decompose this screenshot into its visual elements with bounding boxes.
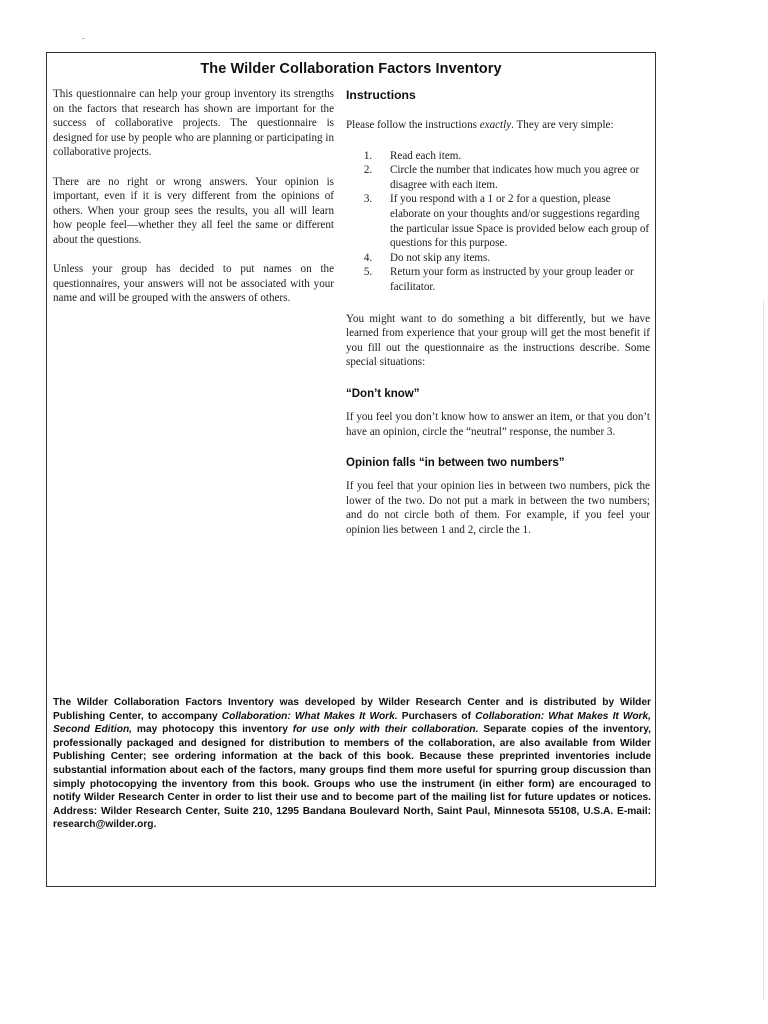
instructions-intro: [346, 118, 650, 133]
step-text: Circle the number that indicates how much you agree or disagree with each item.: [390, 164, 640, 191]
left-paragraph: This questionnaire can help your group inventory its strengths on the factors that research has shown are important for the success of collaborative projects. The questionnaire is designed for use by people who are planning or participating in collaborative projects.: [53, 88, 334, 159]
step-text: Read each item.: [390, 149, 462, 162]
instruction-steps-list: [346, 149, 650, 295]
left-paragraph: There are no right or wrong answers. Your opinion is important, even if it is very different from the opinions of others. When your group sees the results, you all will learn how people feel—whether they all feel the same or different about the questions.: [53, 175, 334, 246]
document-title: The Wilder Collaboration Factors Inventory: [200, 61, 502, 77]
step-text: Do not skip any items.: [390, 251, 491, 264]
step-number: 2.: [363, 164, 373, 177]
special-situation-text: If you feel you don’t know how to answer an item, or that you don’t have an opinion, circle the “neutral” response, the number 3.: [346, 410, 650, 438]
footer-part2: Purchasers of: [397, 710, 476, 722]
right-column: [346, 87, 650, 537]
footer-part4: Separate copies of the inventory, professionally packaged and designed for distribution to members of the collaboration, are also available from Wilder Publishing Center; see ordering information at the back of this book. Because these preprinted inventories include substantial information about each of the factors, many groups find them more useful for spurring group discussion than simply photocopying the inventory from this book. Groups who use the instrument (in either form) are encouraged to notify Wilder Research Center in order to list their use and to become part of the mailing list for future updates or notices. Address: Wilder Research Center, Suite 210, 1295 Bandana Boulevard North, Saint Paul, Minnesota 55108, U.S.A. E-mail: research@wilder.org.: [53, 724, 651, 831]
intro-emphasis: exactly: [479, 119, 512, 131]
instruction-step: [346, 265, 650, 294]
step-number: 5.: [363, 266, 373, 279]
left-column: [53, 87, 334, 321]
instruction-step: [346, 163, 650, 192]
intro-text-before: Please follow the instructions: [346, 119, 480, 131]
footer-book-title: Collaboration: What Makes It Work.: [221, 710, 398, 722]
step-number: 4.: [363, 251, 373, 264]
instruction-step: [346, 192, 650, 250]
step-number: 3.: [363, 193, 373, 206]
special-situation-heading: Opinion falls “in between two numbers”: [346, 457, 565, 470]
footer-note: [53, 696, 651, 832]
instructions-heading: Instructions: [346, 88, 416, 102]
instruction-step: [346, 251, 650, 266]
instruction-step: [346, 149, 650, 164]
intro-text-after: . They are very simple:: [511, 119, 614, 131]
scan-edge-shadow: [763, 300, 764, 1000]
special-situations: [346, 387, 650, 538]
footer-usage-emphasis: for use only with their collaboration.: [292, 724, 479, 736]
footer-book-title-edition: Collaboration: What Makes It Work, Second Edition,: [53, 710, 652, 736]
left-paragraph: Unless your group has decided to put names on the questionnaires, your answers will not be associated with your name and will be grouped with the answers of others.: [53, 263, 334, 305]
footer-part3: may photocopy this inventory: [132, 724, 293, 736]
step-text: Return your form as instructed by your group leader or facilitator.: [390, 266, 634, 293]
footer-part1: The Wilder Collaboration Factors Inventory was developed by Wilder Research Center and is distributed by Wilder Publishing Center, to accompany: [53, 697, 651, 722]
step-text: If you respond with a 1 or 2 for a question, please elaborate on your thoughts and/or suggestions regarding the particular issue Space is provided below each group of questions for this purpose.: [390, 193, 650, 250]
special-situation-heading: “Don’t know”: [346, 387, 420, 400]
instructions-followup: You might want to do something a bit differently, but we have learned from experience that your group will get the most benefit if you fill out the questionnaire as the instructions describe. Some special situations:: [346, 312, 650, 369]
document-frame: [46, 52, 656, 887]
step-number: 1.: [363, 149, 373, 162]
scan-speck: [82, 38, 85, 39]
special-situation-text: If you feel that your opinion lies in between two numbers, pick the lower of the two. Do not put a mark in between the two numbers; and do not circle both of them. For example, if you feel your opinion lies between 1 and 2, circle the 1.: [346, 480, 650, 536]
